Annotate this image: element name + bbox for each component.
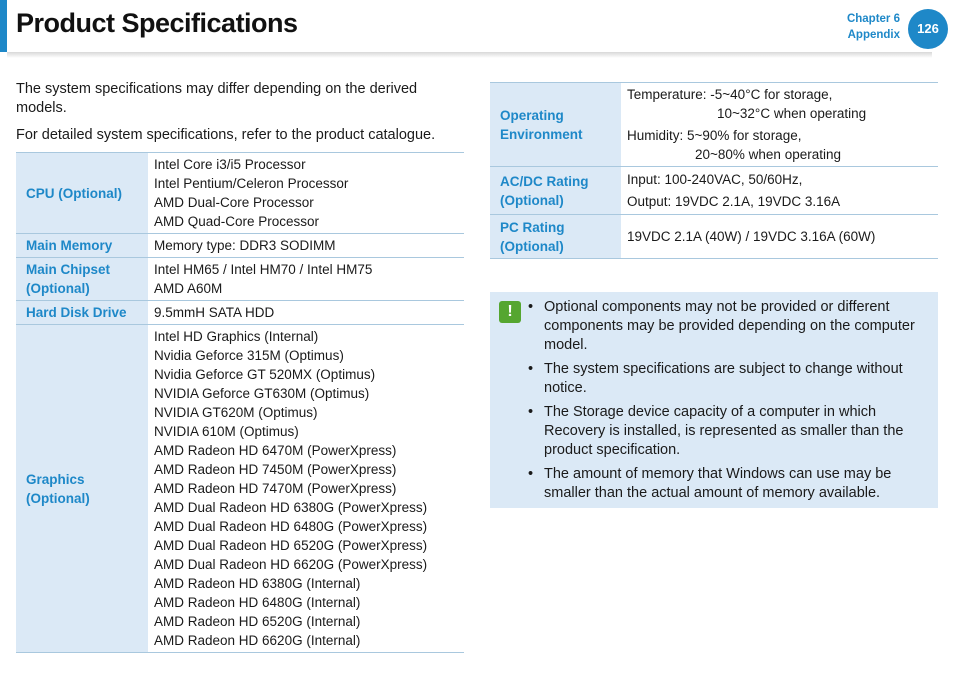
list-item: • The system specifications are subject to change without notice. bbox=[528, 360, 934, 398]
value-line: NVIDIA GT620M (Optimus) bbox=[154, 405, 318, 420]
value-line: AMD Radeon HD 6520G (Internal) bbox=[154, 614, 361, 629]
row-value bbox=[621, 215, 938, 259]
input-rating: Input: 100-240VAC, 50/60Hz, bbox=[627, 172, 803, 187]
table-row bbox=[16, 258, 464, 301]
value-line: AMD Dual-Core Processor bbox=[154, 195, 314, 210]
table-row bbox=[16, 153, 464, 234]
table-row bbox=[16, 234, 464, 258]
row-label: Main Chipset (Optional) bbox=[16, 258, 148, 301]
note-list bbox=[528, 298, 934, 508]
page-header bbox=[0, 0, 954, 58]
warning-icon: ! bbox=[499, 301, 521, 323]
table-row bbox=[16, 325, 464, 653]
intro-text bbox=[16, 80, 464, 153]
humidity-line-1: Humidity: 5~90% for storage, bbox=[627, 128, 802, 143]
row-label: Operating Environment bbox=[490, 83, 621, 167]
value-line: AMD Dual Radeon HD 6520G (PowerXpress) bbox=[154, 538, 428, 553]
value-line: AMD Quad-Core Processor bbox=[154, 214, 320, 229]
value-line: Intel HM65 / Intel HM70 / Intel HM75 bbox=[154, 262, 373, 277]
row-value bbox=[148, 325, 464, 653]
value-line: Intel Pentium/Celeron Processor bbox=[154, 176, 349, 191]
humidity-line-2: 20~80% when operating bbox=[695, 147, 841, 162]
row-label: Hard Disk Drive bbox=[16, 301, 148, 325]
header-divider bbox=[7, 52, 932, 58]
row-label: Main Memory bbox=[16, 234, 148, 258]
intro-paragraph-2: For detailed system specifications, refer to the product catalogue. bbox=[16, 127, 436, 143]
list-item: • Optional components may not be provided or different components may be provided depending on the computer model. bbox=[528, 298, 934, 355]
table-row-operating-environment bbox=[490, 83, 938, 167]
chapter-label: Chapter 6 bbox=[846, 13, 900, 25]
output-rating: Output: 19VDC 2.1A, 19VDC 3.16A bbox=[627, 194, 841, 209]
chapter-indicator bbox=[847, 11, 900, 43]
value-line: NVIDIA Geforce GT630M (Optimus) bbox=[154, 386, 370, 401]
note-box bbox=[490, 292, 938, 508]
page-title: Product Specifications bbox=[16, 8, 298, 38]
value-line: Intel Core i3/i5 Processor bbox=[154, 157, 306, 172]
value-line: 9.5mmH SATA HDD bbox=[154, 305, 275, 320]
value-line: AMD Radeon HD 7470M (PowerXpress) bbox=[154, 481, 397, 496]
page-number-badge: 126 bbox=[908, 9, 948, 49]
row-label: CPU (Optional) bbox=[16, 153, 148, 234]
intro-paragraph-1: The system specifications may differ depending on the derived models. bbox=[16, 81, 418, 116]
value-line: NVIDIA 610M (Optimus) bbox=[154, 424, 299, 439]
header-accent-bar bbox=[0, 0, 7, 52]
value-line: AMD Radeon HD 6480G (Internal) bbox=[154, 595, 361, 610]
row-value bbox=[148, 234, 464, 258]
list-item: • The Storage device capacity of a computer in which Recovery is installed, is represented as smaller than the product specification. bbox=[528, 403, 934, 460]
value-line: AMD Radeon HD 6470M (PowerXpress) bbox=[154, 443, 397, 458]
value-line: AMD Radeon HD 7450M (PowerXpress) bbox=[154, 462, 397, 477]
value-line: AMD Dual Radeon HD 6480G (PowerXpress) bbox=[154, 519, 428, 534]
value-line: AMD A60M bbox=[154, 281, 223, 296]
value-line: Nvidia Geforce 315M (Optimus) bbox=[154, 348, 344, 363]
table-row bbox=[16, 301, 464, 325]
row-value bbox=[148, 301, 464, 325]
value-line: Memory type: DDR3 SODIMM bbox=[154, 238, 336, 253]
row-label: Graphics (Optional) bbox=[16, 325, 148, 653]
spec-table-left-body bbox=[16, 153, 464, 653]
value-line: Intel HD Graphics (Internal) bbox=[154, 329, 319, 344]
row-value bbox=[148, 153, 464, 234]
row-value bbox=[621, 83, 938, 167]
row-label: PC Rating (Optional) bbox=[490, 215, 621, 259]
value-line: AMD Radeon HD 6380G (Internal) bbox=[154, 576, 361, 591]
table-row-pc-rating bbox=[490, 215, 938, 259]
spec-table-right bbox=[490, 82, 938, 259]
value-line: AMD Dual Radeon HD 6380G (PowerXpress) bbox=[154, 500, 428, 515]
temperature-line-2: 10~32°C when operating bbox=[717, 106, 867, 121]
row-value bbox=[148, 258, 464, 301]
list-item: • The amount of memory that Windows can use may be smaller than the actual amount of memory available. bbox=[528, 465, 934, 503]
section-label: Appendix bbox=[847, 29, 900, 41]
row-value bbox=[621, 167, 938, 215]
spec-table-left bbox=[16, 152, 464, 653]
value-line: AMD Radeon HD 6620G (Internal) bbox=[154, 633, 361, 648]
table-row-acdc-rating bbox=[490, 167, 938, 215]
row-label: AC/DC Rating (Optional) bbox=[490, 167, 621, 215]
temperature-line-1: Temperature: -5~40°C for storage, bbox=[627, 87, 833, 102]
value-line: Nvidia Geforce GT 520MX (Optimus) bbox=[154, 367, 376, 382]
value-line: AMD Dual Radeon HD 6620G (PowerXpress) bbox=[154, 557, 428, 572]
pc-rating-value: 19VDC 2.1A (40W) / 19VDC 3.16A (60W) bbox=[627, 229, 876, 244]
